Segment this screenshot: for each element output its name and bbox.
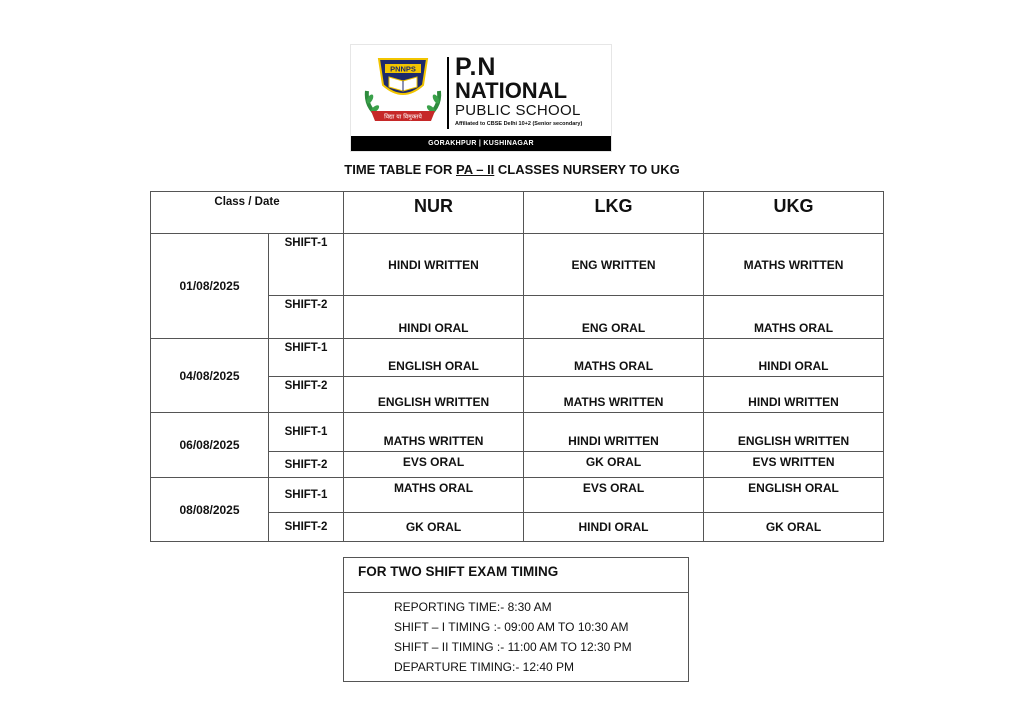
title-exam-name: PA – II — [456, 162, 495, 177]
subject-cell: GK ORAL — [524, 452, 704, 478]
subject-cell: HINDI WRITTEN — [344, 234, 524, 296]
subject-cell: ENGLISH WRITTEN — [344, 377, 524, 413]
subject-cell: GK ORAL — [344, 513, 524, 542]
subject-cell: ENGLISH ORAL — [704, 478, 884, 513]
class-date-header: Class / Date — [151, 192, 344, 234]
subject-cell: MATHS ORAL — [344, 478, 524, 513]
class-header-nur: NUR — [344, 192, 524, 234]
timing-departure: DEPARTURE TIMING:- 12:40 PM — [394, 660, 575, 674]
table-row — [151, 339, 884, 377]
timing-list — [344, 593, 688, 677]
exam-timing-box — [343, 557, 689, 682]
table-row — [151, 234, 884, 296]
logo-location-bar: GORAKHPUR | KUSHINAGAR — [351, 136, 611, 151]
subject-cell: HINDI WRITTEN — [704, 377, 884, 413]
shift-label: SHIFT-1 — [269, 413, 344, 452]
timing-reporting: REPORTING TIME:- 8:30 AM — [394, 600, 552, 614]
subject-cell: HINDI WRITTEN — [524, 413, 704, 452]
school-logo — [350, 44, 612, 152]
class-header-ukg: UKG — [704, 192, 884, 234]
shift-label: SHIFT-2 — [269, 296, 344, 339]
subject-cell: ENG ORAL — [524, 296, 704, 339]
logo-line-3: PUBLIC SCHOOL — [455, 102, 581, 119]
timing-shift-1: SHIFT – I TIMING :- 09:00 AM TO 10:30 AM — [394, 620, 629, 634]
date-cell: 06/08/2025 — [151, 413, 269, 478]
subject-cell: MATHS WRITTEN — [524, 377, 704, 413]
logo-line-1: P.N — [455, 53, 497, 81]
shift-label: SHIFT-2 — [269, 452, 344, 478]
logo-affiliation: Affiliated to CBSE Delhi 10+2 (Senior secondary) — [455, 121, 583, 127]
subject-cell: MATHS WRITTEN — [344, 413, 524, 452]
subject-cell: HINDI ORAL — [524, 513, 704, 542]
logo-divider — [447, 57, 449, 129]
subject-cell: EVS WRITTEN — [704, 452, 884, 478]
emblem-text: PNNPS — [390, 64, 416, 74]
subject-cell: EVS ORAL — [344, 452, 524, 478]
shift-label: SHIFT-2 — [269, 513, 344, 542]
table-row — [151, 478, 884, 513]
table-row — [151, 413, 884, 452]
date-cell: 01/08/2025 — [151, 234, 269, 339]
school-crest-icon — [361, 51, 445, 127]
subject-cell: HINDI ORAL — [344, 296, 524, 339]
timing-shift-2: SHIFT – II TIMING :- 11:00 AM TO 12:30 PM — [394, 640, 632, 654]
logo-line-2: NATIONAL — [455, 78, 568, 103]
header-row — [151, 192, 884, 234]
subject-cell: MATHS WRITTEN — [704, 234, 884, 296]
title-suffix: CLASSES NURSERY TO UKG — [494, 162, 680, 177]
subject-cell: MATHS ORAL — [704, 296, 884, 339]
motto-text: विद्या या विमुक्तये — [384, 113, 422, 121]
shift-label: SHIFT-1 — [269, 478, 344, 513]
class-header-lkg: LKG — [524, 192, 704, 234]
date-cell: 08/08/2025 — [151, 478, 269, 542]
shift-label: SHIFT-1 — [269, 339, 344, 377]
page-title — [0, 162, 1024, 177]
shift-label: SHIFT-2 — [269, 377, 344, 413]
subject-cell: ENG WRITTEN — [524, 234, 704, 296]
date-cell: 04/08/2025 — [151, 339, 269, 413]
timetable — [150, 191, 884, 542]
title-prefix: TIME TABLE FOR — [344, 162, 456, 177]
timing-heading: FOR TWO SHIFT EXAM TIMING — [344, 558, 688, 593]
shift-label: SHIFT-1 — [269, 234, 344, 296]
subject-cell: GK ORAL — [704, 513, 884, 542]
subject-cell: ENGLISH ORAL — [344, 339, 524, 377]
subject-cell: EVS ORAL — [524, 478, 704, 513]
subject-cell: MATHS ORAL — [524, 339, 704, 377]
subject-cell: ENGLISH WRITTEN — [704, 413, 884, 452]
subject-cell: HINDI ORAL — [704, 339, 884, 377]
